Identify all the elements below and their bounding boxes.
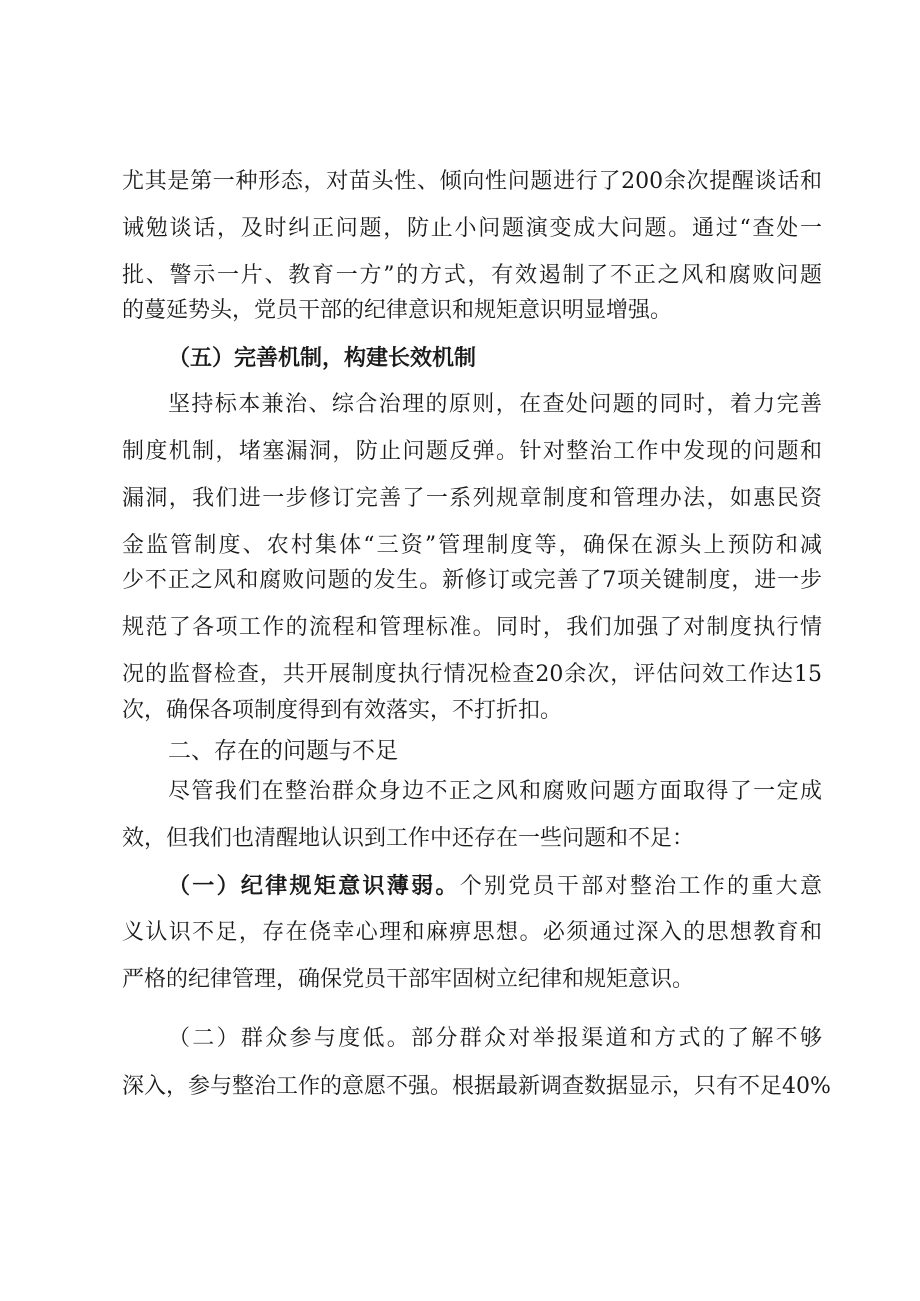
paragraph-line: （二）群众参与度低。部分群众对举报渠道和方式的了解不够 <box>168 1026 822 1051</box>
paragraph-line: 少不正之风和腐败问题的发生。新修订或完善了7项关键制度，进一步 <box>122 568 822 593</box>
paragraph-line: 尤其是第一种形态，对苗头性、倾向性问题进行了200余次提醒谈话和 <box>122 169 822 194</box>
paragraph-line: 制度机制，堵塞漏洞，防止问题反弹。针对整治工作中发现的问题和 <box>122 439 822 464</box>
paragraph-line: 义认识不足，存在侥幸心理和麻痹思想。必须通过深入的思想教育和 <box>122 920 822 945</box>
paragraph-line: 金监管制度、农村集体“三资”管理制度等，确保在源头上预防和减 <box>122 533 822 558</box>
section-heading: 二、存在的问题与不足 <box>168 738 398 764</box>
paragraph-line: 严格的纪律管理，确保党员干部牢固树立纪律和规矩意识。 <box>122 967 695 992</box>
paragraph-line: 次，确保各项制度得到有效落实，不打折扣。 <box>122 698 563 723</box>
paragraph-line: 效，但我们也清醒地认识到工作中还存在一些问题和不足： <box>122 826 695 851</box>
paragraph-line: 尽管我们在整治群众身边不正之风和腐败问题方面取得了一定成 <box>168 779 822 804</box>
issue-lead: （一）纪律规矩意识薄弱。 <box>168 873 460 899</box>
paragraph-line: 坚持标本兼治、综合治理的原则，在查处问题的同时，着力完善 <box>168 392 822 417</box>
paragraph-line: 批、警示一片、教育一方”的方式，有效遏制了不正之风和腐败问题 <box>122 263 822 288</box>
paragraph-line <box>168 871 822 902</box>
paragraph-line: 规范了各项工作的流程和管理标准。同时，我们加强了对制度执行情 <box>122 615 822 640</box>
paragraph-line: 深入，参与整治工作的意愿不强。根据最新调查数据显示，只有不足40% <box>122 1074 831 1099</box>
paragraph-line: 漏洞，我们进一步修订完善了一系列规章制度和管理办法，如惠民资 <box>122 486 822 511</box>
paragraph-line: 诫勉谈话，及时纠正问题，防止小问题演变成大问题。通过“查处一 <box>122 216 822 241</box>
section-heading: （五）完善机制，构建长效机制 <box>168 345 477 371</box>
issue-text: 个别党员干部对整治工作的重大意 <box>459 874 822 899</box>
paragraph-line: 况的监督检查，共开展制度执行情况检查20余次，评估问效工作达15 <box>122 662 822 687</box>
paragraph-line: 的蔓延势头，党员干部的纪律意识和规矩意识明显增强。 <box>122 298 673 323</box>
